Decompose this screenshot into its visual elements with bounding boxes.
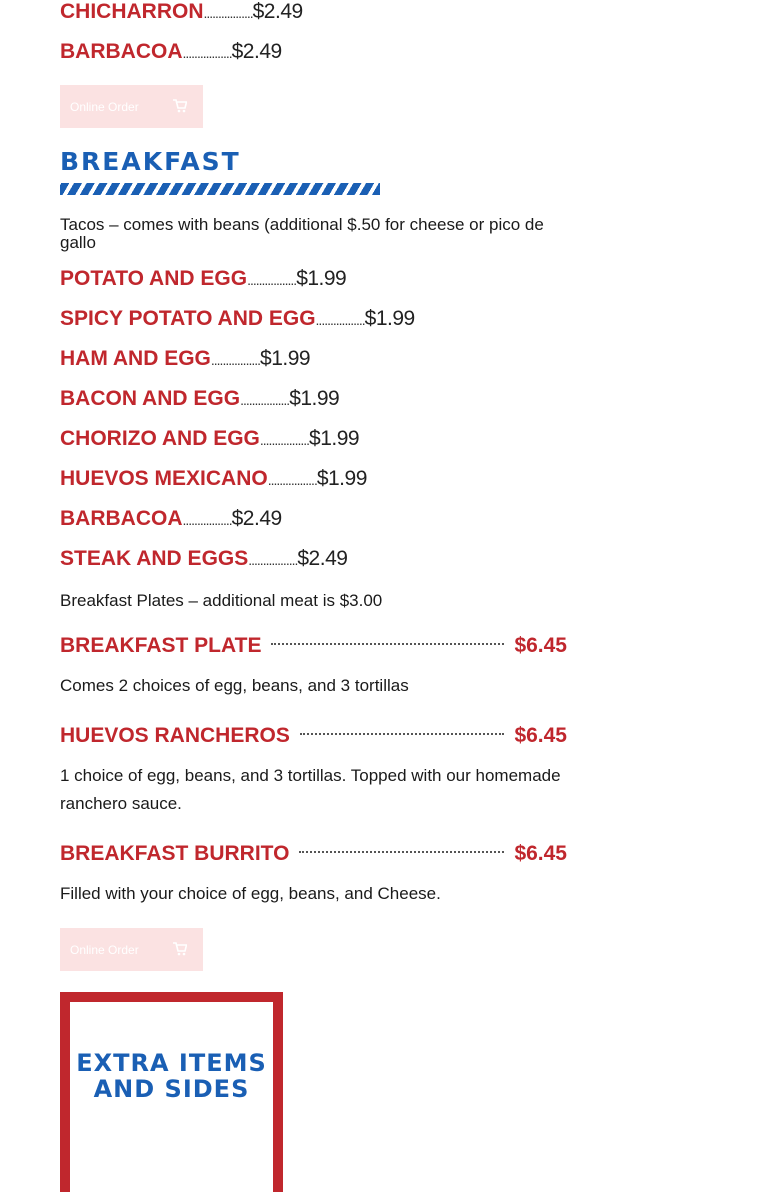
menu-item	[60, 547, 347, 577]
plate-name: BREAKFAST PLATE	[60, 634, 262, 657]
item-price: $1.99	[364, 307, 415, 330]
item-leader: .................	[248, 552, 298, 568]
item-leader: .................	[267, 472, 317, 488]
dotted-leader	[299, 851, 504, 853]
menu-item	[60, 387, 339, 417]
item-leader: .................	[259, 432, 310, 448]
menu-item	[60, 347, 310, 377]
item-price: $2.49	[297, 547, 348, 570]
menu-item	[60, 467, 367, 497]
item-price: $2.49	[252, 0, 303, 23]
plate-row	[60, 839, 567, 869]
plates-note: Breakfast Plates – additional meat is $3.00	[60, 591, 383, 610]
item-leader: .................	[315, 312, 365, 328]
plate-price: $6.45	[514, 634, 567, 657]
cart-icon	[173, 99, 187, 113]
plate-price: $6.45	[514, 842, 567, 865]
item-price: $1.99	[316, 467, 367, 490]
menu-item	[60, 267, 346, 297]
menu-item	[60, 307, 415, 337]
item-leader: .................	[247, 272, 297, 288]
item-price: $1.99	[260, 347, 311, 370]
cart-icon	[173, 942, 187, 956]
menu-item-chicharron	[60, 0, 303, 30]
plate-row	[60, 631, 567, 661]
item-name: BARBACOA	[60, 507, 183, 530]
menu-item-barbacoa-top	[60, 40, 282, 70]
item-price: $1.99	[296, 267, 347, 290]
item-leader: .................	[182, 512, 232, 528]
online-order-label: Online Order	[70, 942, 139, 957]
plate-description: Filled with your choice of egg, beans, and Cheese.	[60, 884, 441, 903]
plate-name: HUEVOS RANCHEROS	[60, 724, 290, 747]
dotted-leader	[271, 643, 504, 645]
dotted-leader	[300, 733, 505, 735]
item-name: HAM AND EGG	[60, 347, 211, 370]
item-leader: .................	[182, 45, 232, 61]
plate-price: $6.45	[514, 724, 567, 747]
item-price: $2.49	[231, 507, 282, 530]
plate-description: Comes 2 choices of egg, beans, and 3 tortillas	[60, 676, 409, 695]
online-order-label: Online Order	[70, 99, 139, 114]
plate-row	[60, 721, 567, 751]
item-name: BACON AND EGG	[60, 387, 241, 410]
section-title: BREAKFAST	[60, 147, 241, 176]
plate-description: 1 choice of egg, beans, and 3 tortillas. Topped with our homemade ranchero sauce.	[60, 766, 561, 813]
extra-items-card-inner	[70, 1002, 273, 1192]
item-name: POTATO AND EGG	[60, 267, 248, 290]
item-leader: .................	[240, 392, 290, 408]
item-leader: .................	[203, 5, 253, 21]
item-name: STEAK AND EGGS	[60, 547, 249, 570]
menu-item	[60, 427, 359, 457]
item-price: $2.49	[231, 40, 282, 63]
tacos-note: Tacos – comes with beans (additional $.50 for cheese or pico de gallo	[60, 215, 544, 252]
item-name: CHORIZO AND EGG	[60, 427, 260, 450]
online-order-button[interactable]	[60, 85, 203, 128]
item-price: $1.99	[309, 427, 360, 450]
item-name: CHICHARRON	[60, 0, 204, 23]
item-price: $1.99	[289, 387, 340, 410]
item-leader: .................	[210, 352, 261, 368]
item-name: BARBACOA	[60, 40, 183, 63]
menu-item	[60, 507, 282, 537]
plate-name: BREAKFAST BURRITO	[60, 842, 290, 865]
extra-items-title: EXTRA ITEMS AND SIDES	[76, 1049, 267, 1103]
item-name: SPICY POTATO AND EGG	[60, 307, 316, 330]
item-name: HUEVOS MEXICANO	[60, 467, 268, 490]
decorative-stripe-divider	[60, 183, 380, 195]
extra-items-card[interactable]	[60, 992, 283, 1192]
online-order-button[interactable]	[60, 928, 203, 971]
